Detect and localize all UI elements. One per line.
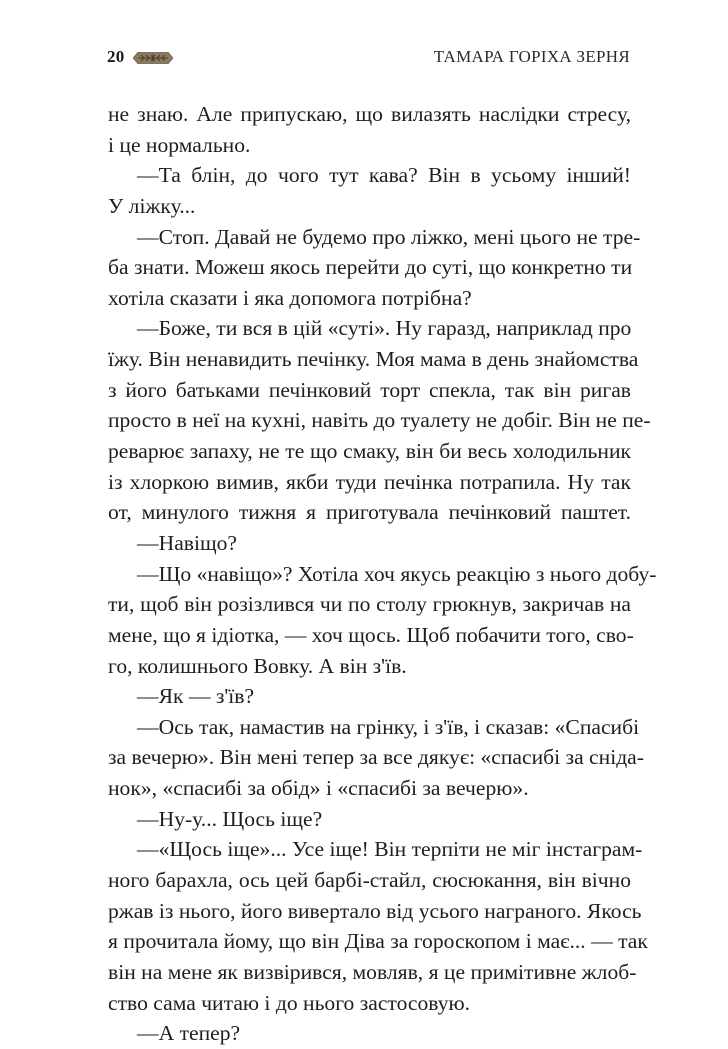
text-line: —Ось так, намастив на грінку, і з'їв, і сказав: «Спасибі [137,714,640,739]
decorative-ornament-icon [133,51,173,63]
text-line: го, колишнього Вовку. А він з'їв. [108,653,407,678]
text-line: ство сама читаю і до нього застосовую. [108,990,471,1015]
text-line: —Як — з'їв? [137,684,255,709]
text-line: із хлоркою вимив, якби туди печінка потрапила. Ну так [108,469,631,494]
text-line: просто в неї на кухні, навіть до туалету не добіг. Він не пе- [108,408,651,433]
text-line: я прочитала йому, що він Діва за гороскопом і має... — так [108,929,648,954]
text-line: ржав із нього, його вивертало від усього награного. Якось [108,898,642,923]
page-number: 20 [107,47,125,66]
text-line: він на мене як визвірився, мовляв, я це примітивне жлоб- [108,959,637,984]
text-line: їжу. Він ненавидить печінку. Моя мама в день знайомства [108,347,639,372]
text-line: не знаю. Але припускаю, що вилазять наслідки стресу, [108,102,631,126]
text-line: ного барахла, ось цей барбі-стайл, сюсюкання, він вічно [108,868,631,893]
body-text [108,99,657,1049]
text-line: ба знати. Можеш якось перейти до суті, що конкретно ти [108,255,633,280]
text-line: от, минулого тижня я приготувала печінковий паштет. [108,500,631,525]
text-line: реварює запаху, не те що смаку, він би весь холодильник [108,439,631,464]
text-line: і це нормально. [108,132,251,157]
text-line: —«Щось іще»... Усе іще! Він терпіти не міг інстаграм- [137,837,643,862]
text-line: з його батьками печінковий торт спекла, так він ригав [108,377,631,402]
text-line: нок», «спасибі за обід» і «спасибі за вечерю». [108,776,529,801]
text-line: мене, що я ідіотка, — хоч щось. Щоб побачити того, сво- [108,622,634,647]
text-line: У ліжку... [108,193,196,218]
page-header [107,44,630,70]
text-line: —Навіщо? [137,530,237,555]
text-line: за вечерю». Він мені тепер за все дякує: «спасибі за сніда- [108,745,644,770]
text-line: —Що «навіщо»? Хотіла хоч якусь реакцію з нього добу- [137,561,657,586]
text-line: ти, щоб він розізлився чи по столу грюкнув, закричав на [108,592,631,617]
text-line: —А тепер? [137,1021,241,1046]
text-line: —Ну-у... Щось іще? [137,806,323,831]
running-title: ТАМАРА ГОРІХА ЗЕРНЯ [433,47,630,66]
text-line: —Стоп. Давай не будемо про ліжко, мені цього не тре- [137,224,641,249]
text-line: хотіла сказати і яка допомога потрібна? [108,285,472,310]
text-line: —Та блін, до чого тут кава? Він в усьому інший! [137,163,631,188]
text-line: —Боже, ти вся в цій «суті». Ну гаразд, наприклад про [137,316,632,341]
